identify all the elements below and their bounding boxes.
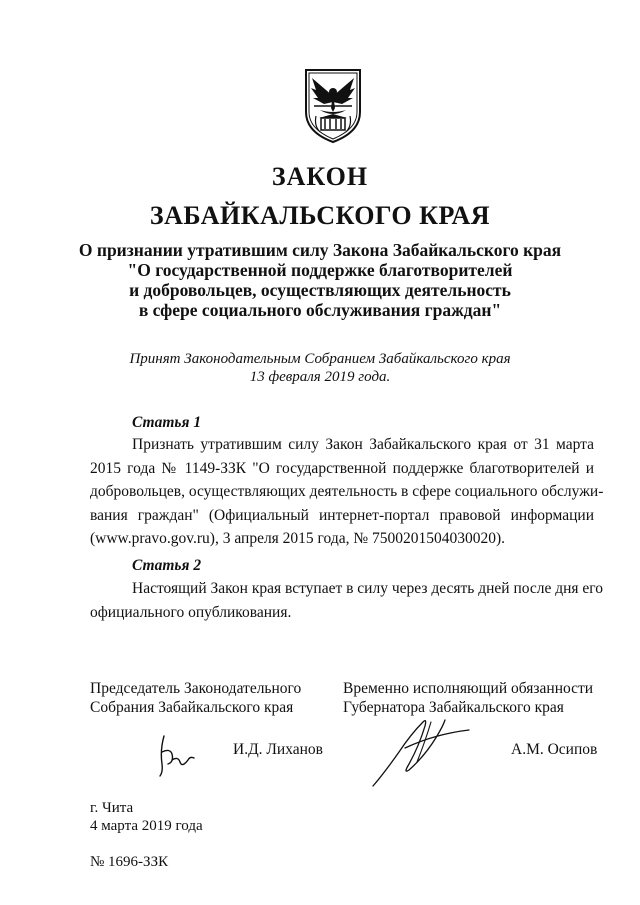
left-signatory-name: И.Д. Лиханов <box>233 741 323 758</box>
law-subject-line: и добровольцев, осуществляющих деятельность <box>129 280 511 300</box>
article-1-line: вания граждан" (Официальный интернет-портал правовой информации <box>90 506 594 524</box>
left-signatory-title <box>90 680 301 717</box>
article-1-line: 2015 года № 1149-ЗЗК "О государственной поддержке благотворителей и <box>90 459 594 477</box>
article-2-text <box>90 577 604 624</box>
law-subject <box>60 240 580 320</box>
article-2-line: официального опубликования. <box>90 603 292 621</box>
article-1-line: добровольцев, осуществляющих деятельность в сфере социального обслужи- <box>90 483 604 500</box>
article-2-heading: Статья 2 <box>132 557 202 574</box>
adoption-date: 13 февраля 2019 года. <box>249 369 391 385</box>
right-signatory-title-line: Губернатора Забайкальского края <box>343 698 564 716</box>
article-1-line: Признать утратившим силу Закон Забайкальского края от 31 марта <box>132 436 594 453</box>
left-signatory-title-line: Председатель Законодательного <box>90 680 302 697</box>
adoption-note-line: Принят Законодательным Собранием Забайкальского края <box>129 351 511 367</box>
adoption-note <box>60 350 580 386</box>
right-signatory-title-line: Временно исполняющий обязанности <box>343 680 594 697</box>
law-subject-line: в сфере социального обслуживания граждан" <box>138 300 502 320</box>
signing-date: 4 марта 2019 года <box>90 818 203 834</box>
law-subject-line: "О государственной поддержке благотворителей <box>127 260 513 280</box>
left-handwritten-signature <box>150 730 200 780</box>
article-1-heading: Статья 1 <box>132 414 202 431</box>
article-1-line: (www.pravo.gov.ru), 3 апреля 2015 года, № 7500201504030020). <box>90 530 506 547</box>
left-signatory-title-line: Собрания Забайкальского края <box>90 698 294 716</box>
right-signatory-name: А.М. Осипов <box>511 741 598 758</box>
article-2-line: Настоящий Закон края вступает в силу через десять дней после дня его <box>132 580 604 597</box>
law-subject-line: О признании утратившим силу Закона Забайкальского края <box>78 240 562 260</box>
region-title: ЗАБАЙКАЛЬСКОГО КРАЯ <box>149 201 491 230</box>
article-1-text <box>90 433 604 551</box>
zabaykalsky-krai-coat-of-arms-icon <box>302 66 364 144</box>
document-type-title: ЗАКОН <box>271 162 369 191</box>
signing-city: г. Чита <box>90 800 134 816</box>
law-number: № 1696-ЗЗК <box>90 854 169 870</box>
right-handwritten-signature <box>365 712 475 792</box>
